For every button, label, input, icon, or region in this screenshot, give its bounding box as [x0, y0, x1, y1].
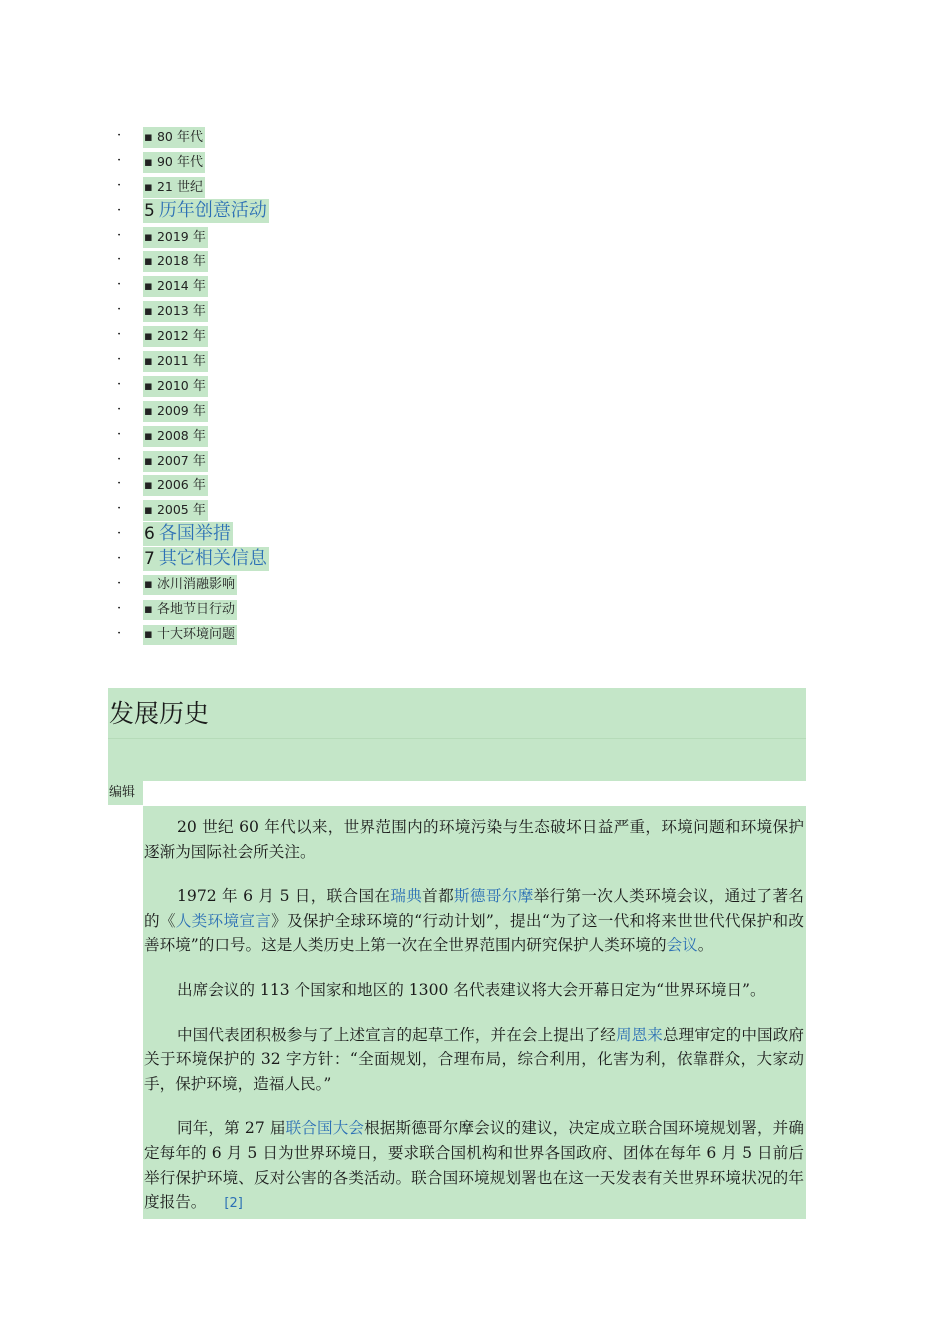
toc-entry-label: 年 — [192, 478, 206, 494]
toc-item[interactable] — [0, 448, 950, 473]
toc-entry-label: 年 — [192, 229, 206, 245]
toc-main-entry[interactable] — [143, 547, 269, 571]
toc-sub-entry[interactable] — [143, 500, 208, 521]
toc-item[interactable] — [0, 248, 950, 273]
section-body — [143, 806, 806, 1219]
square-bullet-icon: ▪ — [144, 279, 153, 295]
square-bullet-icon: ▪ — [144, 403, 153, 419]
paragraph: 同年，第 27 届联合国大会根据斯德哥尔摩会议的建议，决定成立联合国环境规划署，并确定每年的 6 月 5 日为世界环境日，要求联合国机构和世界各国政府、团体在每年 6 月 5 日前后举行保护环境、反对公害的各类活动。联合国环境规划署也在这一天发表有关世界环境状况的年度报告。 [2] — [144, 1119, 804, 1212]
bullet-icon: · — [117, 128, 122, 143]
table-of-contents — [0, 124, 950, 647]
paragraph: 1972 年 6 月 5 日，联合国在瑞典首都斯德哥尔摩举行第一次人类环境会议，通过了著名的《人类环境宣言》及保护全球环境的“行动计划”，提出“为了这一代和将来世世代代保护和改善环境”的口号。这是人类历史上第一次在全世界范围内研究保护人类环境的会议。 — [144, 887, 804, 955]
toc-entry-number: 2008 — [156, 427, 189, 443]
toc-sub-entry[interactable] — [143, 326, 208, 347]
section-divider — [108, 738, 806, 781]
bullet-icon: · — [117, 476, 122, 492]
toc-entry-label: 年 — [192, 453, 206, 469]
toc-entry-number: 2005 — [156, 502, 189, 518]
bullet-icon: · — [117, 551, 122, 567]
toc-sub-entry[interactable] — [143, 127, 205, 148]
toc-entry-number: 80 — [156, 129, 173, 144]
bullet-icon: · — [117, 451, 122, 467]
toc-sub-entry[interactable] — [143, 301, 208, 322]
toc-item[interactable] — [0, 373, 950, 398]
toc-sub-entry[interactable] — [143, 276, 208, 297]
toc-entry-number: 90 — [156, 153, 173, 169]
bullet-icon: · — [117, 202, 122, 218]
toc-entry-label: 年 — [192, 254, 206, 270]
toc-entry-label: 年 — [192, 279, 206, 295]
toc-entry-number: 2014 — [156, 278, 189, 294]
toc-sub-entry[interactable] — [143, 401, 208, 422]
toc-sub-entry[interactable] — [143, 600, 237, 620]
toc-sub-entry[interactable] — [143, 475, 208, 496]
toc-sub-entry[interactable] — [143, 251, 208, 272]
square-bullet-icon: ▪ — [144, 478, 153, 494]
toc-entry-label[interactable]: 各国举措 — [158, 523, 231, 545]
bullet-icon: · — [117, 401, 122, 417]
square-bullet-icon: ▪ — [144, 453, 153, 469]
toc-item[interactable] — [0, 174, 950, 199]
square-bullet-icon: ▪ — [144, 154, 153, 170]
toc-item[interactable] — [0, 348, 950, 373]
citation-link[interactable]: [2] — [224, 1196, 243, 1212]
square-bullet-icon: ▪ — [144, 179, 153, 195]
bullet-icon: · — [117, 576, 122, 592]
bullet-icon: · — [117, 426, 122, 442]
link-zhou-enlai[interactable]: 周恩来 — [615, 1025, 663, 1044]
toc-entry-number: 2019 — [156, 228, 189, 244]
section-header — [108, 688, 806, 805]
toc-sub-entry[interactable] — [143, 451, 208, 472]
toc-item[interactable] — [0, 547, 950, 572]
toc-sub-entry[interactable] — [143, 376, 208, 397]
toc-entry-number: 2018 — [156, 253, 189, 269]
toc-sub-entry[interactable] — [143, 351, 208, 372]
toc-entry-label: 冰川消融影响 — [156, 577, 235, 593]
toc-item[interactable] — [0, 224, 950, 249]
toc-item[interactable] — [0, 472, 950, 497]
toc-sub-entry[interactable] — [143, 227, 208, 248]
toc-item[interactable] — [0, 149, 950, 174]
square-bullet-icon: ▪ — [144, 626, 153, 642]
toc-sub-entry[interactable] — [143, 625, 237, 645]
link-sweden[interactable]: 瑞典 — [390, 887, 423, 906]
bullet-icon: · — [117, 625, 122, 641]
bullet-icon: · — [117, 152, 122, 168]
bullet-icon: · — [117, 327, 122, 343]
toc-entry-label: 年 — [192, 354, 206, 370]
toc-item[interactable] — [0, 124, 950, 149]
square-bullet-icon: ▪ — [144, 229, 153, 245]
bullet-icon: · — [117, 501, 122, 517]
paragraph: 出席会议的 113 个国家和地区的 1300 名代表建议将大会开幕日定为“世界环境日”。 — [177, 980, 766, 999]
paragraph: 20 世纪 60 年代以来，世界范围内的环境污染与生态破坏日益严重，环境问题和环境保护逐渐为国际社会所关注。 — [144, 818, 804, 861]
toc-entry-label: 年 — [192, 428, 206, 444]
square-bullet-icon: ▪ — [144, 354, 153, 370]
link-declaration[interactable]: 人类环境宣言 — [175, 911, 272, 930]
toc-entry-label: 年 — [192, 403, 206, 419]
section-title: 发展历史 — [108, 688, 806, 738]
toc-entry-label: 年 — [192, 304, 206, 320]
toc-entry-label: 年 — [192, 329, 206, 345]
toc-entry-number: 2007 — [156, 452, 189, 468]
toc-entry-label: 十大环境问题 — [156, 626, 235, 642]
square-bullet-icon: ▪ — [144, 601, 153, 617]
bullet-icon: · — [117, 376, 122, 392]
toc-entry-number: 5 — [144, 200, 155, 221]
toc-entry-number: 2009 — [156, 402, 189, 418]
toc-entry-number: 2010 — [156, 377, 189, 393]
toc-entry-label: 年 — [192, 503, 206, 519]
paragraph: 中国代表团积极参与了上述宣言的起草工作，并在会上提出了经周恩来总理审定的中国政府关于环境保护的 32 字方针：“全面规划，合理布局，综合利用，化害为利，依靠群众，大家动手，保护环境，造福人民。” — [144, 1025, 804, 1093]
toc-item[interactable] — [0, 323, 950, 348]
toc-item[interactable] — [0, 497, 950, 522]
toc-item[interactable] — [0, 522, 950, 547]
square-bullet-icon: ▪ — [144, 130, 153, 145]
toc-sub-entry[interactable] — [143, 426, 208, 447]
toc-sub-entry[interactable] — [143, 177, 205, 198]
toc-item[interactable] — [0, 199, 950, 224]
toc-entry-label[interactable]: 其它相关信息 — [158, 548, 267, 570]
link-stockholm[interactable]: 斯德哥尔摩 — [454, 887, 534, 906]
bullet-icon: · — [117, 302, 122, 318]
toc-entry-label[interactable]: 历年创意活动 — [158, 199, 267, 221]
square-bullet-icon: ▪ — [144, 378, 153, 394]
square-bullet-icon: ▪ — [144, 254, 153, 270]
toc-item[interactable] — [0, 273, 950, 298]
toc-sub-entry[interactable] — [143, 575, 237, 595]
bullet-icon: · — [117, 526, 122, 542]
square-bullet-icon: ▪ — [144, 503, 153, 519]
bullet-icon: · — [117, 177, 122, 193]
link-un-general-assembly[interactable]: 联合国大会 — [285, 1119, 365, 1138]
link-conference[interactable]: 会议 — [666, 936, 698, 955]
toc-entry-number: 21 — [156, 178, 173, 194]
edit-link[interactable]: 编辑 — [108, 781, 143, 805]
toc-sub-entry[interactable] — [143, 152, 205, 173]
toc-item[interactable] — [0, 572, 950, 597]
toc-entry-number: 2013 — [156, 303, 189, 319]
toc-main-entry[interactable] — [143, 199, 269, 223]
square-bullet-icon: ▪ — [144, 577, 153, 593]
square-bullet-icon: ▪ — [144, 329, 153, 345]
bullet-icon: · — [117, 277, 122, 293]
bullet-icon: · — [117, 600, 122, 616]
square-bullet-icon: ▪ — [144, 428, 153, 444]
toc-entry-label: 年代 — [177, 130, 204, 145]
toc-entry-label: 年代 — [177, 154, 204, 170]
toc-entry-label: 世纪 — [177, 179, 204, 195]
toc-entry-number: 2006 — [156, 477, 189, 493]
bullet-icon: · — [117, 252, 122, 268]
toc-main-entry[interactable] — [143, 522, 233, 546]
toc-entry-number: 7 — [144, 549, 155, 570]
toc-item[interactable] — [0, 622, 950, 647]
toc-entry-number: 6 — [144, 524, 155, 545]
toc-item[interactable] — [0, 298, 950, 323]
bullet-icon: · — [117, 352, 122, 368]
square-bullet-icon: ▪ — [144, 304, 153, 320]
toc-item[interactable] — [0, 398, 950, 423]
toc-entry-label: 各地节日行动 — [156, 601, 235, 617]
toc-item[interactable] — [0, 597, 950, 622]
toc-entry-number: 2012 — [156, 328, 189, 344]
toc-entry-label: 年 — [192, 378, 206, 394]
toc-entry-number: 2011 — [156, 353, 189, 369]
bullet-icon: · — [117, 227, 122, 243]
toc-item[interactable] — [0, 423, 950, 448]
